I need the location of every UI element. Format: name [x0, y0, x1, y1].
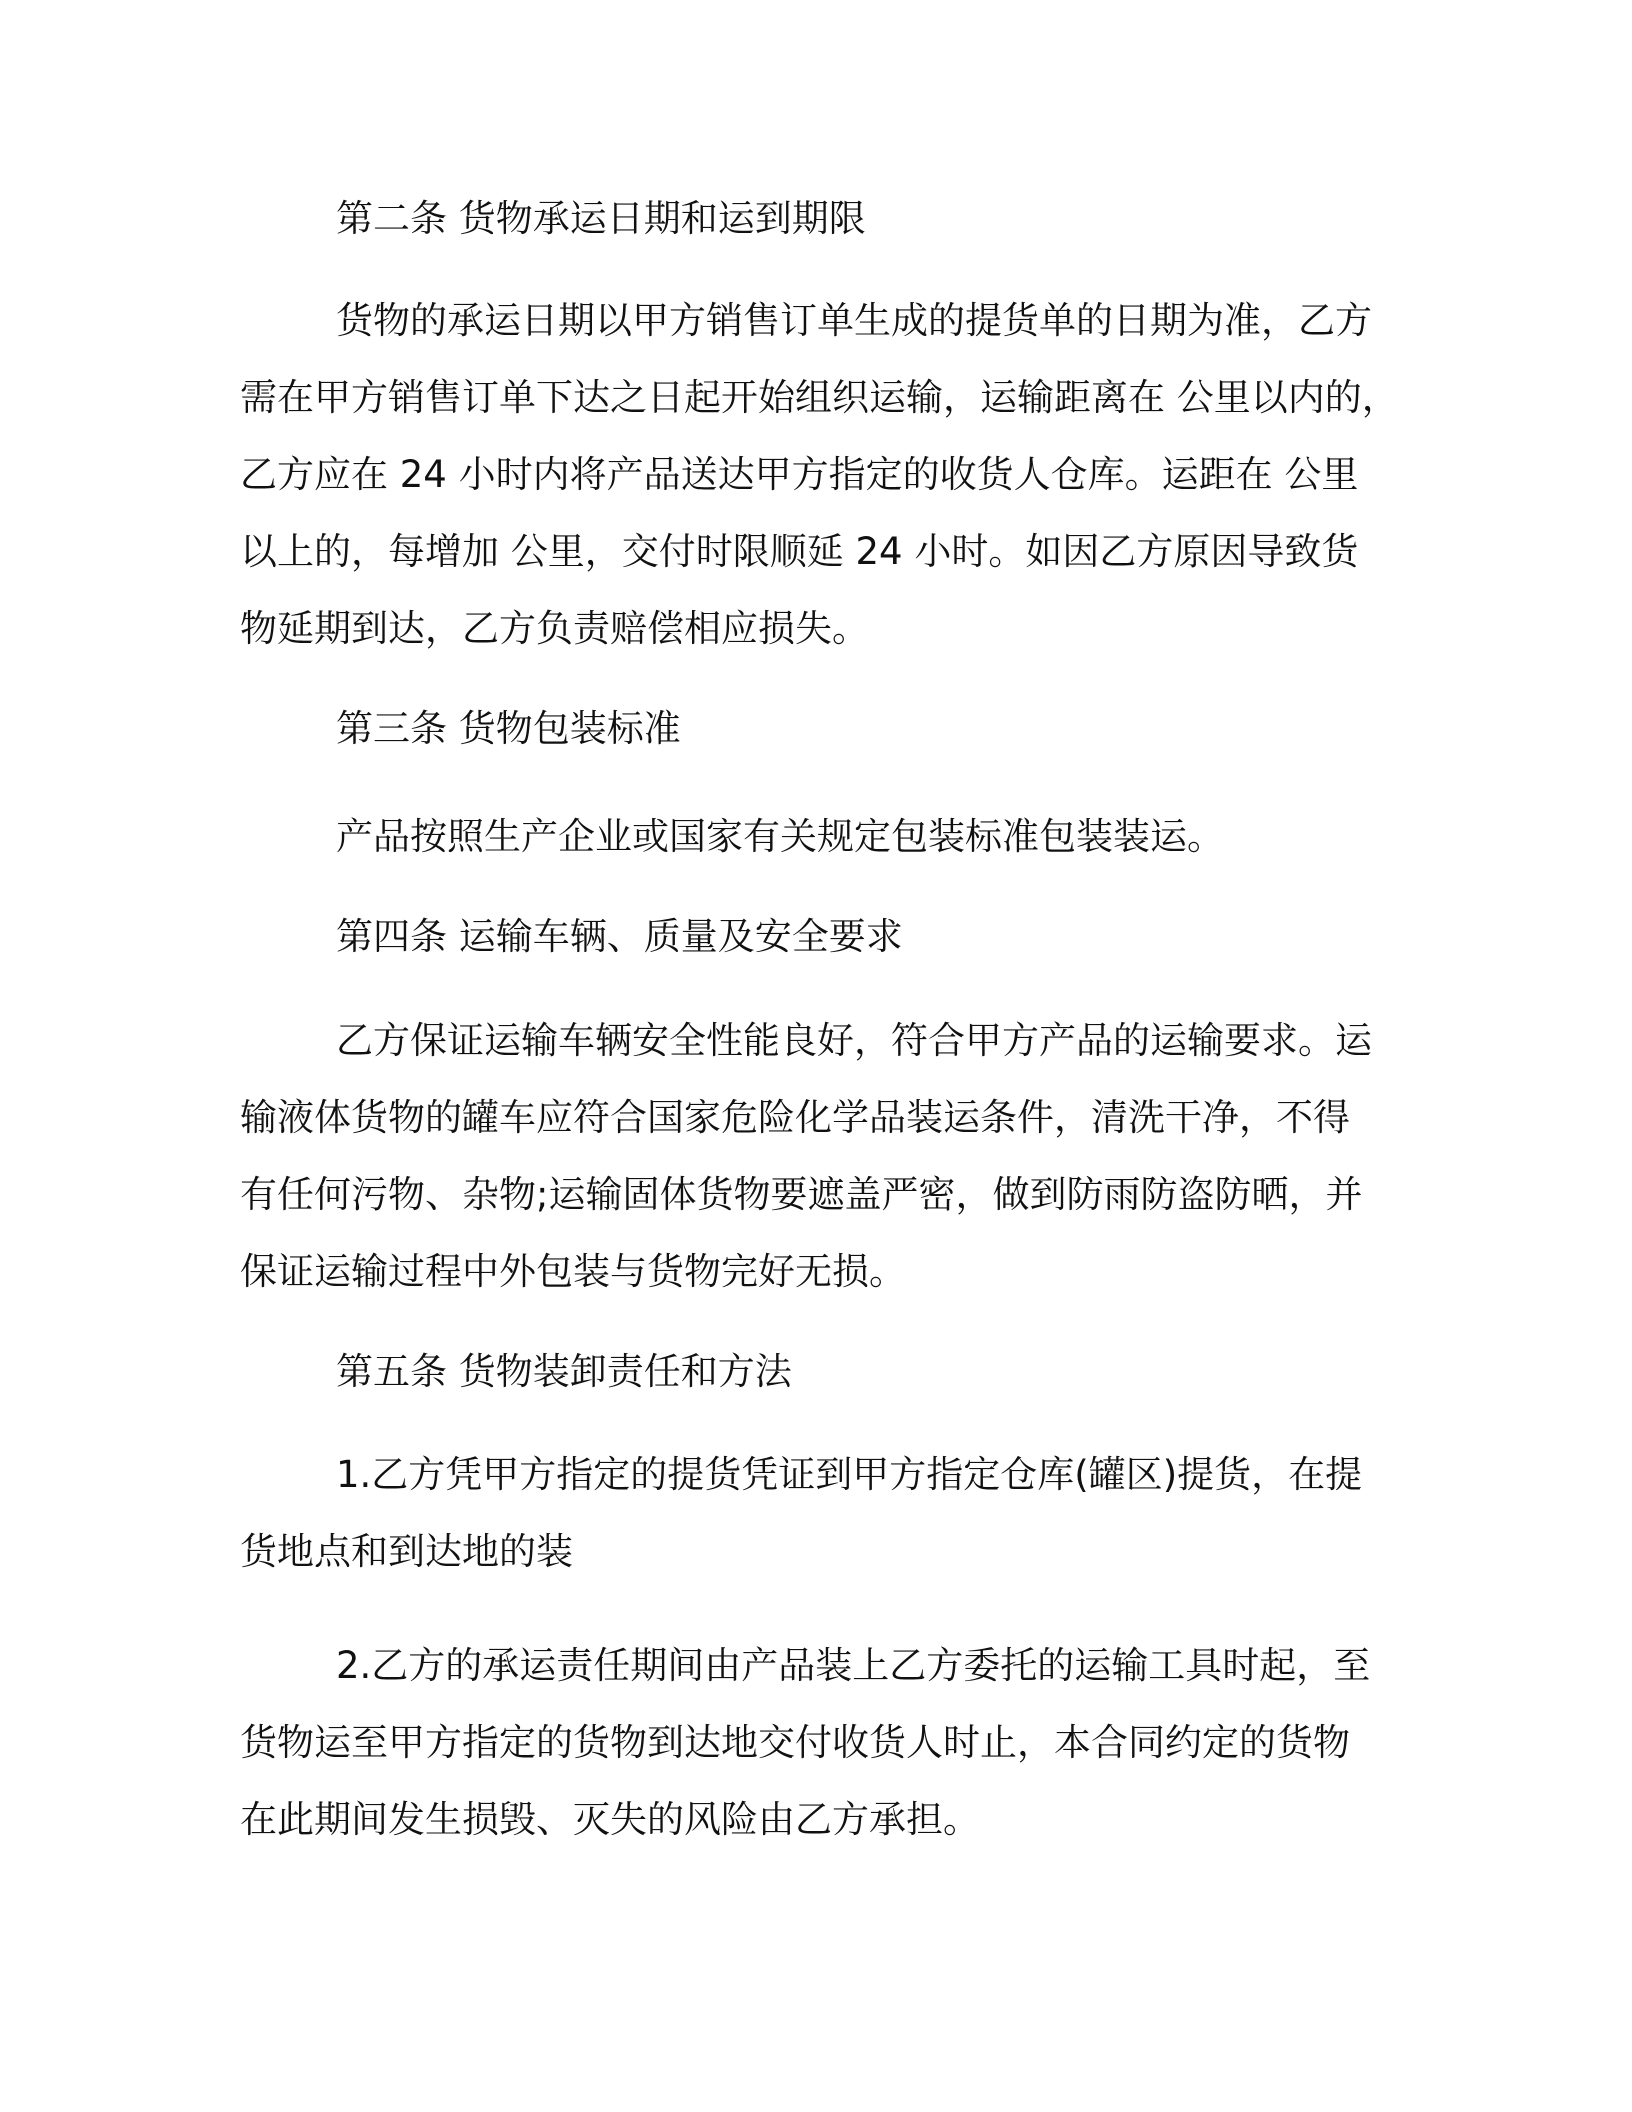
paragraph-line: 1.乙方凭甲方指定的提货凭证到甲方指定仓库(罐区)提货，在提	[336, 1453, 1363, 1496]
paragraph-line: 产品按照生产企业或国家有关规定包装标准包装装运。	[336, 815, 1224, 858]
paragraph-line: 2.乙方的承运责任期间由产品装上乙方委托的运输工具时起，至	[336, 1644, 1371, 1687]
section-5-paragraph-2	[240, 1627, 1410, 1858]
heading-text: 第三条 货物包装标准	[336, 707, 681, 750]
paragraph-line: 货地点和到达地的装	[240, 1530, 573, 1573]
section-5-paragraph-1	[240, 1436, 1410, 1590]
paragraph-line: 在此期间发生损毁、灭失的风险由乙方承担。	[240, 1798, 980, 1841]
paragraph-line: 保证运输过程中外包装与货物完好无损。	[240, 1250, 906, 1293]
paragraph-line: 需在甲方销售订单下达之日起开始组织运输，运输距离在 公里以内的，	[240, 376, 1399, 419]
heading-text: 第四条 运输车辆、质量及安全要求	[336, 915, 903, 958]
section-4-paragraph	[240, 1002, 1410, 1310]
section-3-paragraph	[240, 798, 1410, 875]
section-heading-2	[240, 180, 1410, 257]
paragraph-line: 货物运至甲方指定的货物到达地交付收货人时止，本合同约定的货物	[240, 1721, 1350, 1764]
paragraph-line: 乙方应在 24 小时内将产品送达甲方指定的收货人仓库。运距在 公里	[240, 453, 1359, 496]
section-heading-5	[240, 1333, 1410, 1410]
paragraph-line: 货物的承运日期以甲方销售订单生成的提货单的日期为准，乙方	[336, 299, 1372, 342]
heading-text: 第五条 货物装卸责任和方法	[336, 1350, 792, 1393]
paragraph-line: 输液体货物的罐车应符合国家危险化学品装运条件，清洗干净，不得	[240, 1096, 1350, 1139]
paragraph-line: 物延期到达，乙方负责赔偿相应损失。	[240, 607, 869, 650]
section-heading-4	[240, 898, 1410, 975]
section-heading-3	[240, 690, 1410, 767]
paragraph-line: 乙方保证运输车辆安全性能良好，符合甲方产品的运输要求。运	[336, 1019, 1372, 1062]
heading-text: 第二条 货物承运日期和运到期限	[336, 197, 866, 240]
paragraph-line: 以上的，每增加 公里，交付时限顺延 24 小时。如因乙方原因导致货	[240, 530, 1359, 573]
paragraph-line: 有任何污物、杂物;运输固体货物要遮盖严密，做到防雨防盗防晒，并	[240, 1173, 1363, 1216]
section-2-paragraph	[240, 282, 1410, 667]
